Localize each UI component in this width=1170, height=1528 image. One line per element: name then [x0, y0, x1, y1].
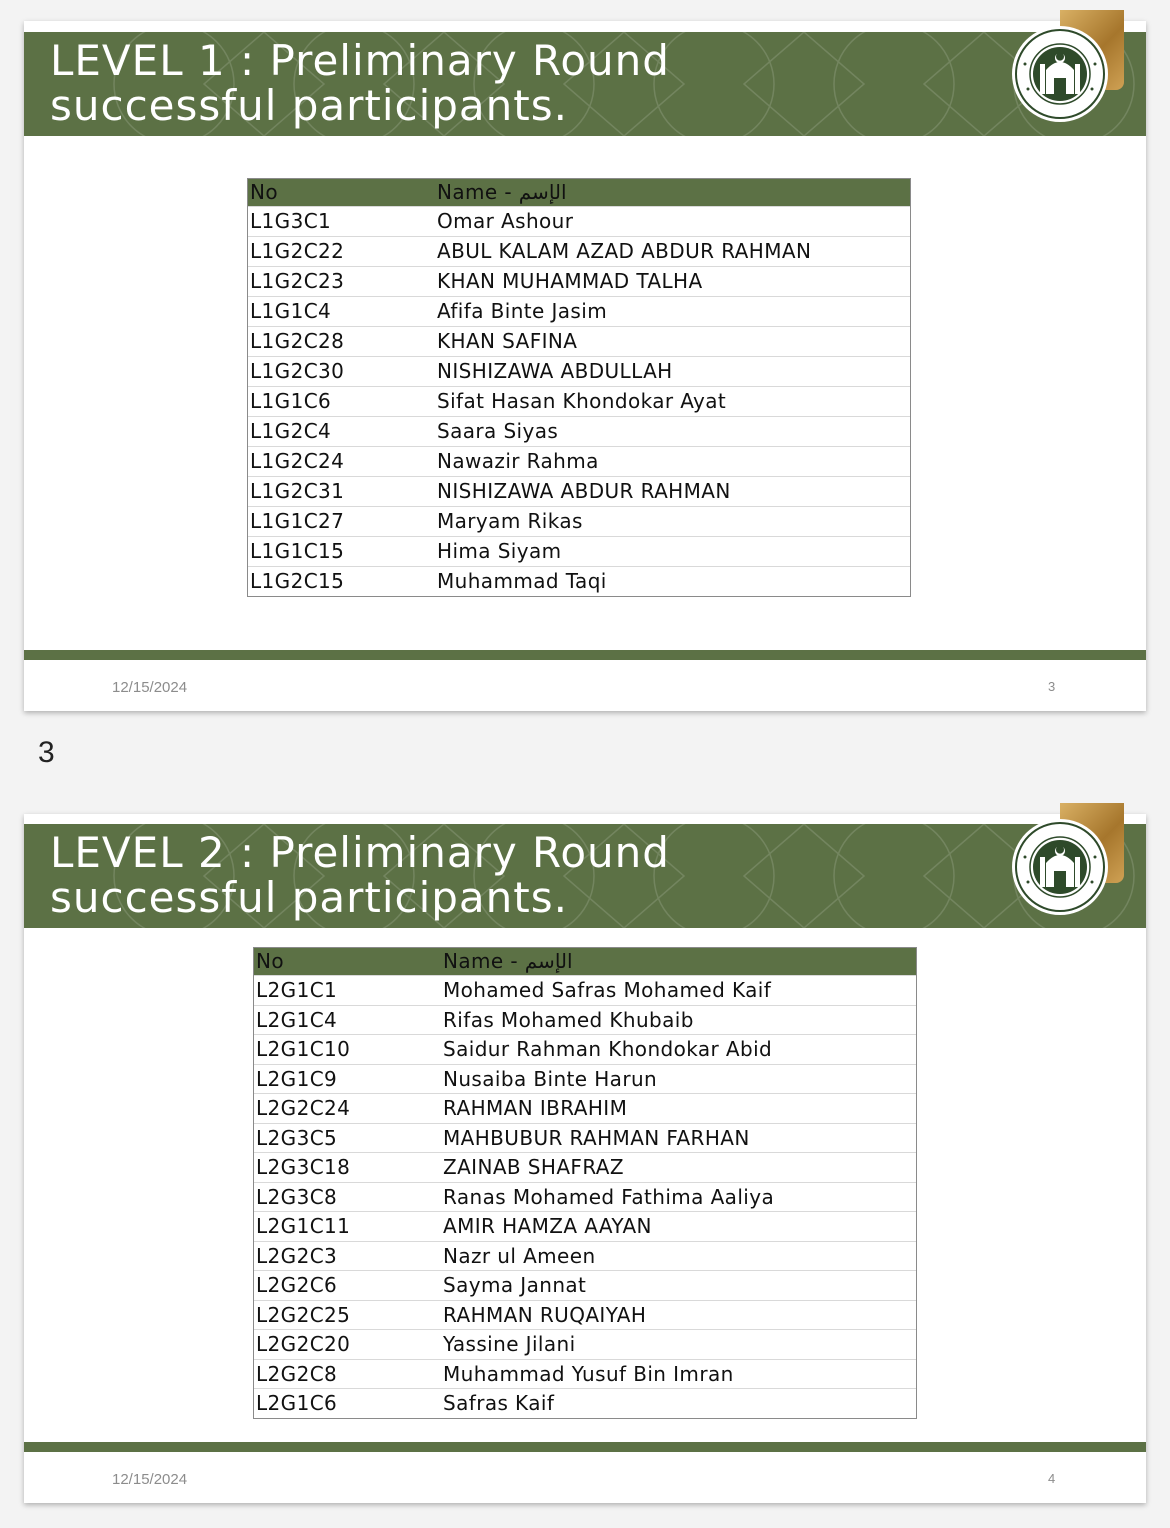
slide-page-4: [24, 814, 1146, 1503]
cell-name: RAHMAN RUQAIYAH: [443, 1302, 647, 1327]
header-name: Name - الإسم: [443, 949, 573, 973]
title-line-1: LEVEL 2 : Preliminary Round: [50, 828, 670, 877]
slide-number-label: 3: [38, 736, 55, 769]
cell-name: Hima Siyam: [437, 539, 562, 563]
table-row: [254, 1330, 916, 1360]
cell-no: L1G2C23: [250, 269, 345, 293]
logo-container: [1054, 803, 1124, 929]
title-line-2: successful participants.: [50, 81, 568, 130]
cell-name: KHAN MUHAMMAD TALHA: [437, 269, 703, 293]
cell-no: L1G2C4: [250, 419, 332, 443]
slide-date: 12/15/2024: [112, 1471, 188, 1488]
cell-name: ZAINAB SHAFRAZ: [443, 1155, 624, 1179]
table-row: [254, 1212, 916, 1242]
table-row: [254, 1271, 916, 1301]
table-row: [254, 976, 916, 1006]
cell-name: Afifa Binte Jasim: [437, 299, 608, 323]
table-row: [248, 507, 910, 537]
cell-no: L2G3C8: [256, 1184, 338, 1209]
cell-no: L1G2C28: [250, 329, 345, 353]
table-row: [254, 1153, 916, 1183]
cell-no: L1G2C22: [250, 239, 345, 263]
slide-page-number: 3: [1048, 679, 1056, 694]
header-name: Name - الإسم: [437, 180, 567, 204]
title-banner: [24, 32, 1146, 136]
cell-no: L1G2C30: [250, 359, 345, 383]
cell-name: NISHIZAWA ABDULLAH: [437, 359, 673, 383]
cell-no: L2G2C6: [256, 1273, 338, 1297]
slide-page-number: 4: [1048, 1471, 1056, 1486]
table-row: [254, 1094, 916, 1124]
cell-name: Rifas Mohamed Khubaib: [443, 1007, 694, 1032]
table-row: [248, 417, 910, 447]
cell-name: Nawazir Rahma: [437, 449, 599, 473]
cell-no: L2G1C4: [256, 1007, 338, 1032]
cell-no: L2G2C8: [256, 1361, 338, 1386]
cell-name: KHAN SAFINA: [437, 329, 578, 353]
cell-name: Muhammad Taqi: [437, 569, 607, 593]
header-no: No: [250, 180, 278, 204]
cell-no: L1G1C6: [250, 389, 332, 413]
cell-no: L1G2C31: [250, 479, 345, 503]
table-row: [248, 567, 910, 596]
cell-name: Saidur Rahman Khondokar Abid: [443, 1037, 773, 1061]
title-line-2: successful participants.: [50, 873, 568, 922]
header-no: No: [256, 949, 284, 973]
cell-no: L2G2C3: [256, 1243, 338, 1268]
cell-no: L1G1C4: [250, 299, 332, 323]
participants-table-level-2: [253, 947, 917, 1419]
cell-name: Ranas Mohamed Fathima Aaliya: [443, 1184, 775, 1209]
table-row: [248, 477, 910, 507]
participants-table-level-1: [247, 178, 911, 597]
cell-no: L1G1C15: [250, 539, 345, 563]
cell-name: Omar Ashour: [437, 209, 574, 233]
table-header-row: [248, 179, 910, 207]
table-row: [254, 1006, 916, 1036]
cell-no: L2G3C5: [256, 1125, 338, 1150]
table-row: [254, 1065, 916, 1095]
table-row: [254, 1301, 916, 1331]
cell-no: L1G2C15: [250, 569, 345, 593]
table-header-row: [254, 948, 916, 976]
table-row: [254, 1389, 916, 1418]
cell-no: L1G1C27: [250, 509, 345, 533]
cell-no: L2G3C18: [256, 1155, 351, 1179]
table-row: [248, 387, 910, 417]
cell-name: NISHIZAWA ABDUR RAHMAN: [437, 479, 731, 503]
cell-name: Saara Siyas: [437, 419, 559, 443]
slide-title: [50, 38, 670, 128]
cell-no: L2G2C25: [256, 1302, 351, 1327]
table-row: [248, 537, 910, 567]
cell-no: L2G1C10: [256, 1037, 351, 1061]
cell-name: Yassine Jilani: [443, 1332, 576, 1356]
slide-page-3: [24, 21, 1146, 711]
mosque-seal-logo-icon: [1010, 817, 1110, 917]
cell-no: L2G2C24: [256, 1096, 351, 1120]
cell-no: L2G2C20: [256, 1332, 351, 1356]
table-row: [254, 1124, 916, 1154]
title-line-1: LEVEL 1 : Preliminary Round: [50, 36, 670, 85]
cell-name: Nazr ul Ameen: [443, 1243, 596, 1268]
cell-name: RAHMAN IBRAHIM: [443, 1096, 628, 1120]
cell-no: L2G1C9: [256, 1066, 338, 1091]
cell-name: Mohamed Safras Mohamed Kaif: [443, 978, 772, 1002]
cell-name: Sayma Jannat: [443, 1273, 587, 1297]
table-row: [254, 1360, 916, 1390]
table-row: [248, 357, 910, 387]
table-row: [254, 1242, 916, 1272]
table-row: [254, 1035, 916, 1065]
table-row: [248, 297, 910, 327]
table-row: [254, 1183, 916, 1213]
footer-bar: [24, 1442, 1146, 1452]
cell-name: MAHBUBUR RAHMAN FARHAN: [443, 1125, 750, 1150]
cell-no: L2G1C6: [256, 1391, 338, 1415]
cell-no: L1G3C1: [250, 209, 332, 233]
cell-name: Nusaiba Binte Harun: [443, 1066, 658, 1091]
cell-name: Sifat Hasan Khondokar Ayat: [437, 389, 727, 413]
cell-name: Maryam Rikas: [437, 509, 583, 533]
table-row: [248, 207, 910, 237]
slide-date: 12/15/2024: [112, 679, 188, 696]
table-row: [248, 267, 910, 297]
table-row: [248, 237, 910, 267]
cell-name: Safras Kaif: [443, 1391, 555, 1415]
cell-name: ABUL KALAM AZAD ABDUR RAHMAN: [437, 239, 812, 263]
title-banner: [24, 824, 1146, 928]
table-row: [248, 447, 910, 477]
logo-container: [1054, 10, 1124, 136]
cell-no: L1G2C24: [250, 449, 345, 473]
slide-title: [50, 830, 670, 920]
mosque-seal-logo-icon: [1010, 24, 1110, 124]
cell-name: Muhammad Yusuf Bin Imran: [443, 1361, 734, 1386]
cell-name: AMIR HAMZA AAYAN: [443, 1214, 652, 1238]
cell-no: L2G1C11: [256, 1214, 351, 1238]
cell-no: L2G1C1: [256, 978, 338, 1002]
table-row: [248, 327, 910, 357]
footer-bar: [24, 650, 1146, 660]
